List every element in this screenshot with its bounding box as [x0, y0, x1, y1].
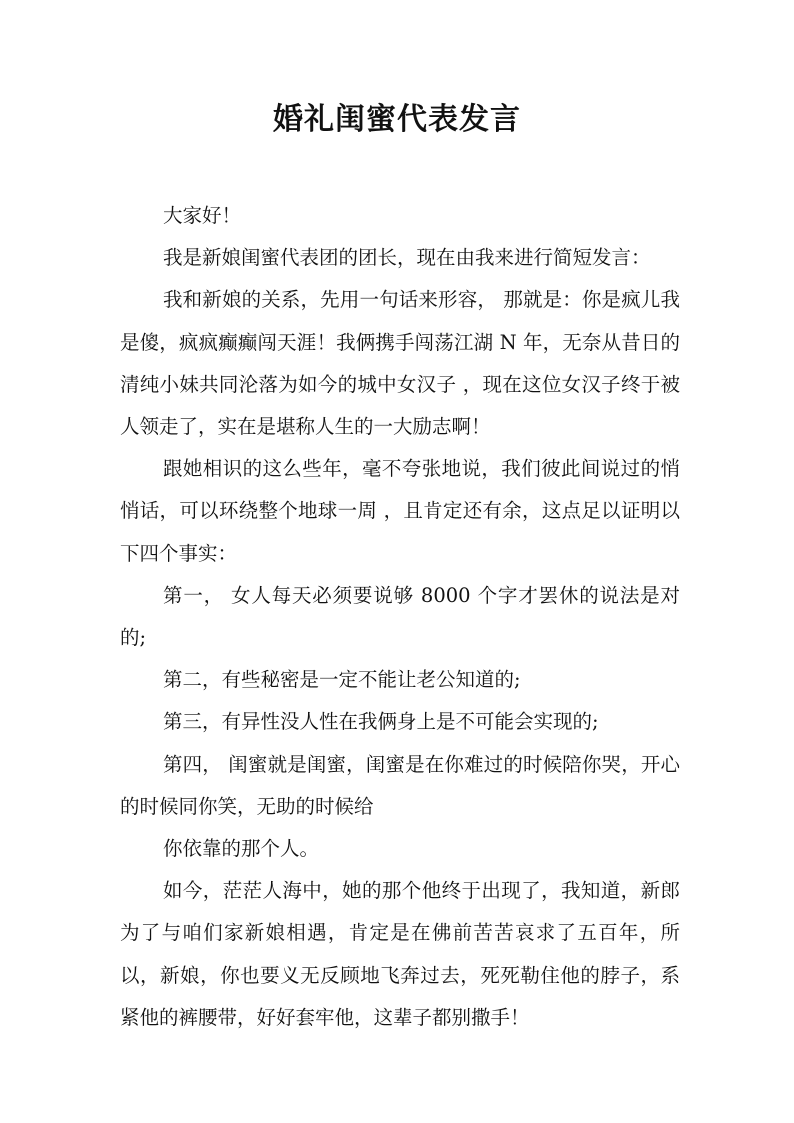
paragraph-fact-4: 第四， 闺蜜就是闺蜜，闺蜜是在你难过的时候陪你哭，开心的时候同你笑，无助的时候给	[120, 752, 680, 818]
document-body	[120, 195, 680, 1039]
paragraph-intro: 我是新娘闺蜜代表团的团长，现在由我来进行简短发言：	[163, 246, 651, 270]
paragraph-fact-4-continued: 你依靠的那个人。	[163, 837, 320, 861]
paragraph-years: 跟她相识的这么些年，毫不夸张地说，我们彼此间说过的悄悄话，可以环绕整个地球一周 ，且肯定还有余，这点足以证明以下四个事实：	[120, 457, 680, 565]
paragraph-fact-2: 第二，有些秘密是一定不能让老公知道的;	[163, 668, 521, 692]
paragraph-greeting: 大家好！	[163, 204, 242, 227]
paragraph-blessing: 如今，茫茫人海中，她的那个他终于出现了，我知道，新郎为了与咱们家新娘相遇，肯定是在佛前苦苦哀求了五百年，所以，新娘，你也要义无反顾地飞奔过去，死死勒住他的脖子，系紧他的裤腰带，好好套牢他，这辈子都别撒手！	[120, 879, 680, 1029]
paragraph-fact-3: 第三，有异性没人性在我俩身上是不可能会实现的;	[163, 710, 599, 734]
paragraph-fact-1: 第一， 女人每天必须要说够 8000 个字才罢休的说法是对的;	[120, 583, 680, 650]
document-title: 婚礼闺蜜代表发言	[273, 102, 521, 137]
paragraph-relationship: 我和新娘的关系，先用一句话来形容， 那就是：你是疯儿我是傻，疯疯癫癫闯天涯！我俩携手闯荡江湖 N 年，无奈从昔日的清纯小妹共同沦落为如今的城中女汉子 ，现在这位女汉子终于被人领走了，实在是堪称人生的一大励志啊！	[120, 288, 680, 439]
